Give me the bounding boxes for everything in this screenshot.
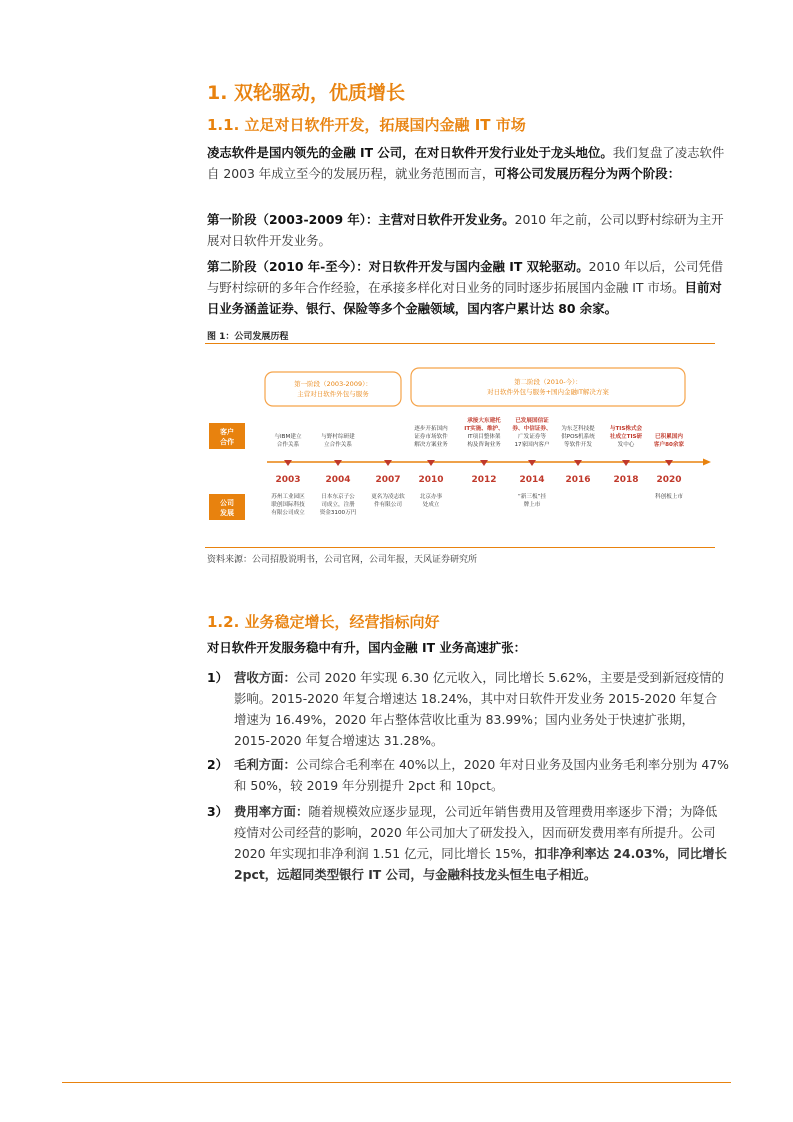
item-text: 公司 2020 年实现 6.30 亿元收入，同比增长 5.62%，主要是受到新冠疫情的影响。2015-2020 年复合增速达 18.24%，其中对日软件开发业务 2015-2020 年复合增速为 16.49%，2020 年占整体营收比重为 83.99%；国内业务处于快速扩张期，2015-2020 年复合增速达 31.28%。	[234, 670, 724, 748]
para-bold: 第二阶段（2010 年-至今）：对日软件开发与国内金融 IT 双轮驱动。	[207, 259, 589, 274]
stage-1-desc: 主营对日软件外包与服务	[297, 390, 369, 398]
customer-event-text: 证券市场软件	[414, 434, 448, 440]
timeline-marker	[480, 460, 488, 466]
company-event-text: 资金3100万円	[319, 510, 357, 516]
customer-event-text: 等软件开发	[564, 442, 592, 448]
customer-label-line: 客户	[220, 428, 234, 436]
company-event-text: 件有限公司	[374, 502, 402, 508]
section-title: 1. 双轮驱动，优质增长	[207, 82, 406, 104]
timeline-year-label: 2018	[613, 475, 639, 485]
para-text: 2010 年以后，公司凭借与野村综研的多年合作经验，在承接多样化对日业务的同时逐步拓展国内金融 IT 市场。	[207, 259, 724, 295]
stage-2-desc: 对日软件外包与服务+国内金融IT解决方案	[487, 388, 609, 396]
customer-event-text: 合作关系	[276, 442, 300, 448]
lead-bold: 对日软件开发服务稳中有升，国内金融 IT 业务高速扩张：	[207, 640, 527, 655]
item-text: 公司综合毛利率在 40%以上，2020 年对日业务及国内业务毛利率分别为 47%和 50%，较 2019 年分别提升 2pct 和 10pct。	[234, 757, 729, 793]
stage-1-title: 第一阶段（2003-2009）：	[294, 380, 372, 388]
para-bold: 可将公司发展历程分为两个阶段：	[494, 166, 681, 181]
company-event-text: 有限公司成立	[271, 510, 305, 516]
stage-2-box	[411, 368, 685, 406]
footer-rule	[62, 1082, 731, 1083]
timeline-figure	[205, 346, 715, 544]
para-bold: 第一阶段（2003-2009 年）：主营对日软件开发业务。	[207, 212, 515, 227]
section-2-lead	[207, 637, 729, 658]
customer-event-text: 与野村综研建	[321, 434, 355, 440]
customer-event-text: 发中心	[617, 442, 635, 448]
timeline-year-label: 2003	[275, 475, 301, 485]
figure-source: 资料来源：公司招股说明书，公司官网，公司年报，天风证券研究所	[207, 555, 478, 565]
item-highlight: 扣非净利率达 24.03%，同比增长 2pct，远超同类型银行 IT 公司，与金融科技龙头恒生电子相近。	[234, 846, 727, 882]
timeline-marker	[574, 460, 582, 466]
customer-event-text: 构及咨询业务	[467, 442, 501, 448]
customer-event-text: 17家国内客户	[514, 442, 550, 448]
company-event-text: 北京办事	[419, 494, 443, 500]
item-text: 随着规模效应逐步显现，公司近年销售费用及管理费用率逐步下滑；为降低疫情对公司经营的影响，2020 年公司加大了研发投入，因而研发费用率有所提升。公司 2020 年实现扣非净利润 1.51 亿元，同比增长 15%，	[234, 804, 718, 861]
timeline-year-label: 2020	[656, 475, 682, 485]
customer-event-text: 广发证券等	[518, 434, 546, 440]
para-text: 2010 年之前，公司以野村综研为主开展对日软件开发业务。	[207, 212, 724, 248]
company-event-text: 科创板上市	[655, 494, 683, 500]
customer-event-text: 与IBM建立	[274, 434, 302, 440]
stage-2-title: 第二阶段（2010-今）：	[514, 378, 582, 386]
item-number: 1）	[207, 670, 229, 685]
timeline-marker	[427, 460, 435, 466]
customer-event-text: 与TIS株式会	[609, 426, 643, 432]
paragraph-stage-1	[207, 209, 729, 251]
company-event-text: 更名为凌志软	[371, 494, 405, 500]
para-bold: 目前对日业务涵盖证券、银行、保险等多个金融领域，国内客户累计达 80 余家。	[207, 280, 722, 316]
subsection-title-1-2: 1.2. 业务稳定增长，经营指标向好	[207, 613, 440, 631]
customer-event-text: 已发展国信证	[515, 418, 549, 424]
item-number: 2）	[207, 757, 229, 772]
subsection-title-1-1: 1.1. 立足对日软件开发，拓展国内金融 IT 市场	[207, 116, 526, 134]
list-item-revenue	[207, 667, 729, 751]
stage-1-box	[265, 372, 401, 406]
figure-top-rule	[205, 343, 715, 344]
customer-event-text: 为东芝科技提	[561, 426, 595, 432]
list-item-gross-margin	[207, 754, 729, 796]
timeline-marker	[622, 460, 630, 466]
customer-event-text: 供POS机系统	[561, 434, 595, 440]
timeline-year-label: 2012	[471, 475, 497, 485]
company-label-line: 公司	[220, 499, 234, 507]
company-event-text: 苏州工业园区	[271, 494, 305, 500]
timeline-arrow	[703, 459, 711, 466]
customer-event-text: 券、中信证券、	[512, 426, 552, 432]
customer-event-text: IT实施、维护、	[464, 426, 504, 432]
figure-caption: 图 1：公司发展历程	[207, 332, 289, 342]
timeline-marker	[334, 460, 342, 466]
para-text: 我们复盘了凌志软件自 2003 年成立至今的发展历程，就业务范围而言，	[207, 145, 725, 181]
list-item-expense-ratio	[207, 801, 729, 885]
paragraph-stage-2	[207, 256, 729, 319]
paragraph-intro	[207, 142, 729, 184]
timeline-marker	[284, 460, 292, 466]
company-event-text: 牌上市	[523, 502, 541, 508]
customer-event-text: 社成立TIS研	[609, 434, 643, 440]
item-heading: 营收方面：	[234, 670, 296, 685]
figure-bottom-rule	[205, 547, 715, 548]
company-event-text: “新三板”挂	[517, 494, 547, 500]
timeline-year-label: 2010	[418, 475, 444, 485]
company-event-text: 日本东京子公	[321, 494, 355, 500]
customer-event-text: 立合作关系	[324, 442, 352, 448]
timeline-year-label: 2007	[375, 475, 401, 485]
company-label-line: 发展	[220, 509, 234, 517]
timeline-year-label: 2014	[519, 475, 545, 485]
customer-event-text: 客户80余家	[653, 442, 685, 448]
customer-event-text: 逐步开拓国内	[414, 426, 448, 432]
customer-event-text: 已积累国内	[655, 434, 683, 440]
timeline-marker	[528, 460, 536, 466]
customer-event-text: 解决方案业务	[414, 442, 448, 448]
timeline-marks	[271, 416, 684, 516]
timeline-year-label: 2016	[565, 475, 591, 485]
company-event-text: 处成立	[422, 502, 440, 508]
company-event-text: 联创国际科技	[271, 502, 305, 508]
timeline-year-label: 2004	[325, 475, 351, 485]
company-event-text: 司成立，注册	[321, 502, 355, 508]
item-number: 3）	[207, 804, 229, 819]
customer-label-line: 合作	[220, 438, 234, 446]
timeline-marker	[384, 460, 392, 466]
para-bold: 凌志软件是国内领先的金融 IT 公司，在对日软件开发行业处于龙头地位。	[207, 145, 613, 160]
item-heading: 费用率方面：	[234, 804, 309, 819]
timeline-marker	[665, 460, 673, 466]
item-heading: 毛利方面：	[234, 757, 296, 772]
customer-event-text: 承接大东建托	[467, 418, 501, 424]
customer-event-text: IT项目整体架	[467, 434, 501, 440]
